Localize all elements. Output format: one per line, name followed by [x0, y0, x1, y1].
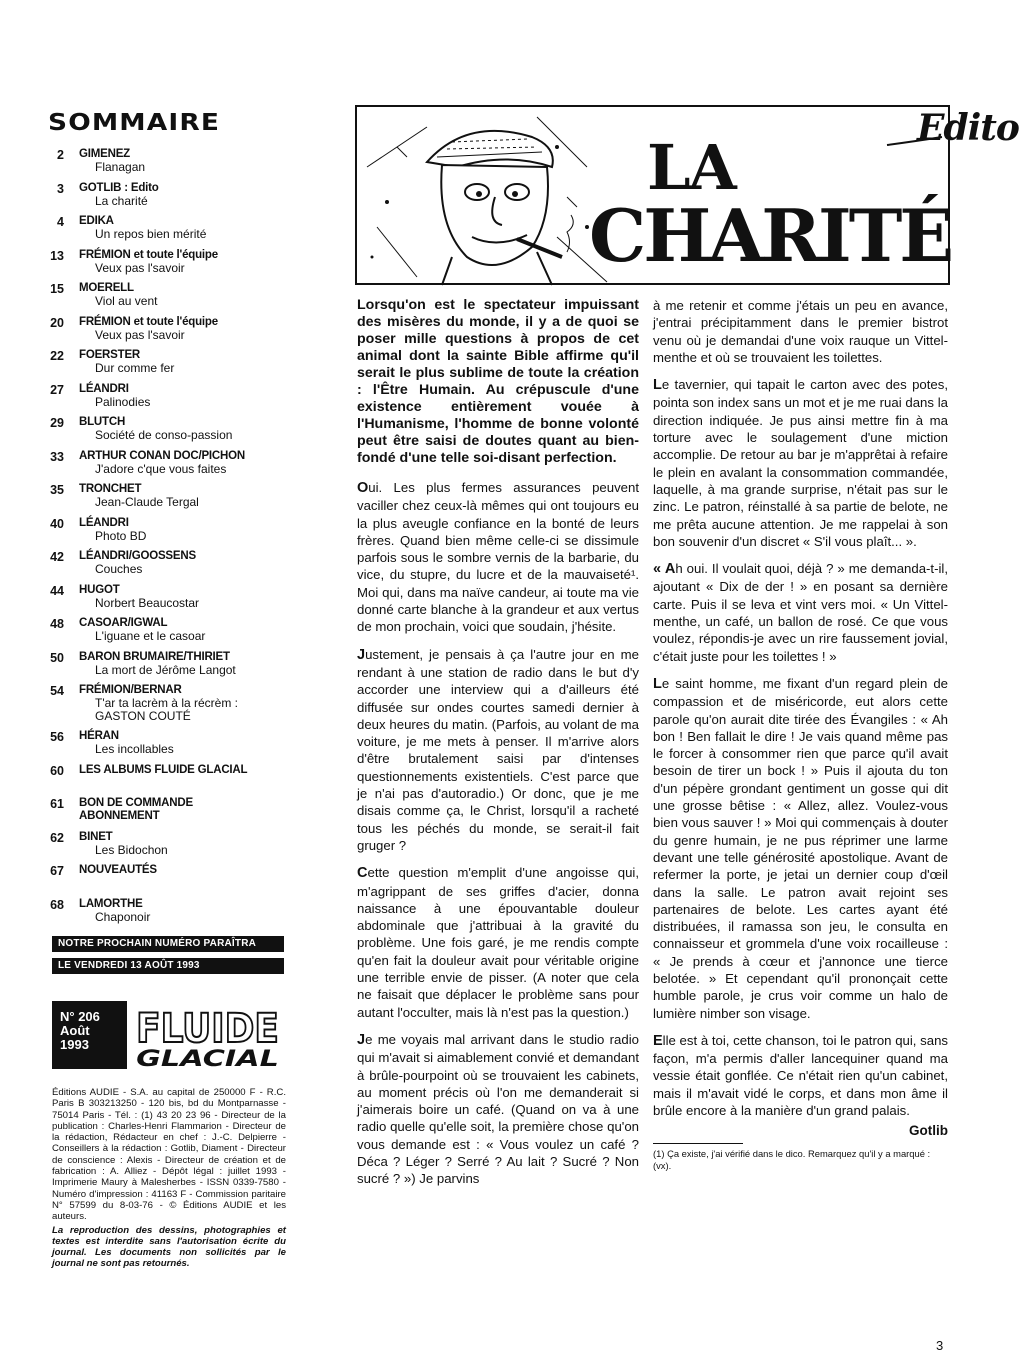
- toc-entry: [44, 383, 294, 417]
- toc-author: ARTHUR CONAN DOC/PICHON: [79, 449, 245, 462]
- toc-entry-text: [79, 684, 238, 723]
- article-paragraph: [653, 1032, 948, 1119]
- column-1-paragraphs: [357, 479, 639, 1188]
- toc-author: LÉANDRI/GOOSSENS: [79, 550, 196, 562]
- toc-author: GIMENEZ: [79, 148, 130, 160]
- article-paragraph: [357, 646, 639, 855]
- toc-entry-text: [79, 651, 236, 677]
- author-signature: Gotlib: [909, 1123, 948, 1139]
- paragraph-initial: L: [653, 675, 662, 692]
- toc-page-number: 54: [50, 684, 64, 698]
- toc-title: Chaponoir: [95, 909, 151, 924]
- toc-author: EDIKA: [79, 215, 114, 227]
- toc-page-number: 20: [50, 315, 64, 330]
- toc-page-number: 4: [57, 215, 64, 229]
- paragraph-initial: E: [653, 1032, 663, 1049]
- footnote-divider: [653, 1143, 743, 1144]
- toc-entry-text: [79, 416, 232, 442]
- toc-author: MOERELL: [79, 282, 134, 294]
- toc-entry: [44, 215, 294, 249]
- toc-page-number: 62: [50, 830, 64, 845]
- toc-entry-text: [79, 450, 245, 476]
- edito-title-line1: LA: [647, 131, 735, 204]
- toc-entry-text: [79, 864, 157, 877]
- toc-entry-text: [79, 282, 158, 308]
- paragraph-initial: L: [653, 377, 662, 394]
- toc-author: FRÉMION et toute l'équipe: [79, 248, 218, 261]
- paragraph-text: ustement, je pensais à ça l'autre jour en me rendant à une station de radio dans le but d'y accorder une interview qui a d'ailleurs été diffusée sur ondes courtes samedi dernier à deux heures du matin. (Parfois, au volant de ma voiture, je me mets à penser. Il m'arrive alors d'être brutalement saisi par d'intenses questionnements existentiels. C'est parce que je n'ai pas d'autoradio.) Or donc, que je me disais comme ça, le Christ, lorsqu'il a racheté tous les péchés du monde, se serait-il fait gruger ?: [357, 646, 639, 853]
- toc-entry: [44, 864, 294, 898]
- toc-title: T'ar ta lacrèm à la récrèm :: [95, 696, 238, 710]
- toc-title: Les incollables: [95, 742, 174, 756]
- toc-entry: [44, 898, 294, 932]
- toc-entry-text: [79, 483, 199, 509]
- toc-entry-text: [79, 517, 146, 543]
- toc-entry-text: [79, 383, 150, 409]
- toc-title: Viol au vent: [95, 294, 158, 308]
- toc-title: J'adore c'que vous faites: [95, 461, 227, 476]
- toc-page-number: 67: [50, 864, 64, 878]
- toc-entry: [44, 416, 294, 450]
- toc-page-number: 3: [57, 181, 64, 196]
- toc-author: FOERSTER: [79, 349, 141, 361]
- toc-author: GOTLIB : Edito: [79, 181, 159, 194]
- article-paragraph: [357, 1031, 639, 1188]
- footnote: (1) Ça existe, j'ai vérifié dans le dico. Remarquez qu'il y a marqué : (vx).: [653, 1148, 931, 1172]
- paragraph-initial: O: [357, 480, 369, 496]
- toc-entry: [44, 316, 294, 350]
- toc-entry: [44, 282, 294, 316]
- logo-top-text: FLUIDE: [136, 1004, 279, 1052]
- toc-entry: [44, 764, 294, 798]
- next-issue-date-banner: LE VENDREDI 13 AOÛT 1993: [52, 958, 284, 974]
- toc-title: Un repos bien mérité: [95, 227, 207, 241]
- toc-author: HUGOT: [79, 583, 120, 596]
- toc-title: L'iguane et le casoar: [95, 629, 206, 643]
- toc-entry: [44, 730, 294, 764]
- paragraph-text: e me voyais mal arrivant dans le studio radio qui m'avait si aimablement convié et demandant à brûle-pourpoint où se trouvaient les cabinets, au moment précis où l'on me demanderait si j'aimerais boire un café. (Quand on va à une radio quelle qu'elle soit, la première chose qu'on vous demande est : « Vous voulez un café ? Déca ? Léger ? Serré ? Au lait ? Sucré ? Non sucré ? ») Je parvins: [357, 1031, 639, 1187]
- toc-author: NOUVEAUTÉS: [79, 864, 157, 876]
- toc-title: Photo BD: [95, 528, 147, 543]
- toc-entry-text: [79, 316, 218, 342]
- toc-author: BARON BRUMAIRE/THIRIET: [79, 650, 230, 663]
- next-issue-banner: NOTRE PROCHAIN NUMÉRO PARAÎTRA: [52, 936, 284, 952]
- paragraph-text: e saint homme, me fixant d'un regard plein de compassion et de miséricorde, eut alors cette parole qu'on aurait dite tirée des Évangiles : « Ah bon ! Ben fallait le dire ! Je vais quand même pas le forcer à consommer rien que parce qu'il avait besoin de tirer un bock ! » Puis il ajouta du ton d'un pépère grondant gentiment un gosse qui dit une grosse bêtise : « Allez, allez. Voulez-vous bien vous sauver ! » Moi qui commençais à douter du genre humain, je ne pus réprimer une larme devant une telle générosité apostolique. Avant de refermer la porte, je jetai un dernier coup d'œil dans la salle. Le patron avait rejoint ses partenaires de belote. Les cartes ayant été distribuées, il ramassa son jeu, le consulta en connaisseur et grommela d'une voix rocailleuse : « Je prends à cœur et j'annonce une tierce belotée. » Et cependant qu'il prononçait cette humble parole, je crus voir comme un halo de lumière nimber son visage.: [653, 675, 948, 1021]
- issue-box: [52, 1000, 284, 1070]
- toc-entry: [44, 148, 294, 182]
- toc-page-number: 33: [50, 449, 64, 464]
- toc-author: TRONCHET: [79, 483, 142, 495]
- toc-author: LÉANDRI: [79, 516, 129, 529]
- toc-entry-text: [79, 550, 196, 576]
- article-paragraph: [357, 479, 639, 636]
- toc-entry-text: [79, 831, 168, 857]
- paragraph-text: à me retenir et comme j'étais un peu en avance, j'entrai précipitamment dans le premier bistrot venu où je demandai d'une voix rauque un Vittel-menthe et où se trouvaient les toilettes.: [653, 298, 948, 365]
- toc-entry: [44, 831, 294, 865]
- issue-year: 1993: [60, 1037, 89, 1052]
- toc-page-number: 40: [50, 516, 64, 531]
- toc-entry: [44, 249, 294, 283]
- article-paragraph: [653, 560, 948, 665]
- paragraph-initial: J: [357, 1031, 366, 1048]
- toc-title: Dur comme fer: [95, 361, 175, 375]
- toc-title: Jean-Claude Tergal: [95, 495, 199, 509]
- toc-page-number: 50: [50, 650, 64, 665]
- article-paragraph: [653, 297, 948, 366]
- toc-entry: [44, 584, 294, 618]
- toc-heading: SOMMAIRE: [48, 110, 221, 136]
- fluide-glacial-logo: [131, 1000, 284, 1070]
- toc-author: HÉRAN: [79, 730, 119, 742]
- toc-page-number: 29: [50, 416, 64, 430]
- toc-author: LAMORTHE: [79, 897, 143, 910]
- toc-entry-text: [79, 730, 174, 756]
- toc-title: La charité: [95, 193, 148, 208]
- paragraph-initial: J: [357, 646, 366, 663]
- toc-entry: [44, 182, 294, 216]
- issue-number: N° 206: [60, 1009, 100, 1024]
- page-number: 3: [936, 1338, 944, 1353]
- toc-page-number: 44: [50, 583, 64, 598]
- toc-entry-text: [79, 182, 159, 208]
- toc-entry: [44, 797, 294, 831]
- toc-page-number: 15: [50, 282, 64, 296]
- toc-page-number: 61: [50, 797, 64, 811]
- paragraph-initial: « A: [653, 561, 676, 578]
- toc-author: FRÉMION et toute l'équipe: [79, 315, 218, 328]
- toc-entry-text: [79, 797, 193, 823]
- toc-author: CASOAR/IGWAL: [79, 617, 168, 629]
- article-paragraph: [357, 864, 639, 1021]
- toc-entry-text: [79, 215, 206, 241]
- edito-column-1: [357, 297, 639, 1198]
- unsolicited-notice: Les documents non sollicités par le journal ne sont pas retournés.: [52, 1247, 286, 1270]
- article-paragraph: [653, 376, 948, 550]
- paragraph-text: ette question m'emplit d'une angoisse qui, m'agrippant de ses griffes d'acier, donna naissance à une épouvantable douleur abdominale que j'attribuai à la gravité du problème. Une fois garé, je me rendis compte qu'en fait la douleur avait pour véritable origine une terrible envie de pisser. (A noter que cela ne faisait que déplacer le problème sans pour autant l'occulter, mais là n'est pas la question.): [357, 865, 639, 1020]
- edito-column-2: [653, 297, 948, 1172]
- toc-entry: [44, 684, 294, 730]
- toc-subtitle: GASTON COUTÉ: [95, 709, 191, 723]
- toc-page-number: 56: [50, 730, 64, 744]
- toc-author: LÉANDRI: [79, 382, 129, 395]
- toc-author-line2: ABONNEMENT: [79, 810, 160, 822]
- paragraph-text: ui. Les plus fermes assurances peuvent vaciller chez ceux-là mêmes qui ont toujours eu la plus aveugle confiance en la bonté de leurs frères. Quand bien même celle-ci se dissimule parfois sous le sombre vernis de la barbarie, du vice, du stupre, du lucre et de la mauvaiseté¹. Moi qui, dans ma naïve candeur, ai toute ma vie donné carte blanche à la grandeur et aux vertus de mon prochain, voici que soudain, j'hésite.: [357, 480, 639, 635]
- paragraph-initial: C: [357, 865, 368, 882]
- toc-title: Couches: [95, 562, 143, 576]
- publication-credits: [52, 1087, 286, 1270]
- toc-page-number: 60: [50, 763, 64, 778]
- edito-intro: Lorsqu'on est le spectateur impuissant des misères du monde, il y a de quoi se poser mille questions à propos de cet animal dont la sainte Bible affirme qu'il serait le plus sublime de toute la création : l'Être Humain. Au crépuscule d'une existence entièrement vouée à l'Humanisme, l'homme de bonne volonté peut être saisi de doutes quant au bien-fondé d'une telle soi-disant perfection.: [357, 297, 639, 466]
- toc-author: BLUTCH: [79, 416, 126, 428]
- toc-entry-text: [79, 898, 150, 924]
- legal-notice: [52, 1225, 286, 1270]
- toc-entry: [44, 349, 294, 383]
- toc-title: Veux pas l'savoir: [95, 327, 185, 342]
- toc-author: BON DE COMMANDE: [79, 797, 193, 809]
- toc-page-number: 68: [50, 897, 64, 912]
- toc-title: Norbert Beaucostar: [95, 595, 200, 610]
- edito-title-line2: CHARITÉ: [589, 193, 952, 278]
- paragraph-text: h oui. Il voulait quoi, déjà ? » me demanda-t-il, ajoutant « Dix de der ! » en posant sa dernière carte. Puis il se leva et vint vers moi. « Un Vittel-menthe, un café, un ballon de rosé. Ce que vous voulez, répondis-je avec un rire faussement jovial, c'était juste pour les toilettes ! »: [653, 561, 949, 664]
- toc-entry-text: [79, 764, 247, 777]
- toc-page-number: 13: [50, 248, 64, 263]
- toc-title: Les Bidochon: [95, 842, 168, 857]
- logo-bottom-text: GLACIAL: [136, 1046, 279, 1072]
- toc-entry-text: [79, 584, 199, 610]
- toc-entry-text: [79, 349, 174, 375]
- paragraph-text: lle est à toi, cette chanson, toi le patron qui, sans façon, m'a permis d'aller lancequiner quand ma vessie était gonflée. Ce n'était rien qu'un cabinet, mais il m'avait vidé le corps, et dans mon âme il brûle encore à la manière d'un grand palais.: [653, 1032, 948, 1119]
- toc-entry: [44, 450, 294, 484]
- toc-author: FRÉMION/BERNAR: [79, 684, 182, 696]
- toc-title: La mort de Jérôme Langot: [95, 662, 236, 677]
- issue-info: [52, 1001, 127, 1069]
- toc-title: Veux pas l'savoir: [95, 260, 185, 275]
- toc-page-number: 2: [57, 148, 64, 162]
- toc-entry-text: [79, 249, 218, 275]
- edito-label: Edito: [917, 107, 1019, 149]
- toc-page-number: 22: [50, 349, 64, 363]
- toc-page-number: 48: [50, 617, 64, 631]
- issue-month: Août: [60, 1023, 90, 1038]
- toc-entry: [44, 550, 294, 584]
- toc-entry-text: [79, 617, 205, 643]
- toc-author: LES ALBUMS FLUIDE GLACIAL: [79, 763, 248, 776]
- toc-entry: [44, 517, 294, 551]
- reproduction-notice: La reproduction des dessins, photographies et textes est interdite sans l'autorisation écrite du journal.: [52, 1224, 286, 1259]
- toc-page-number: 27: [50, 382, 64, 397]
- table-of-contents: [44, 110, 294, 931]
- toc-page-number: 35: [50, 483, 64, 497]
- toc-title: Palinodies: [95, 394, 151, 409]
- article-paragraph: [653, 675, 948, 1022]
- toc-entry-text: [79, 148, 145, 174]
- toc-title: Société de conso-passion: [95, 428, 233, 442]
- toc-entry: [44, 483, 294, 517]
- toc-author: BINET: [79, 830, 113, 843]
- toc-page-number: 42: [50, 550, 64, 564]
- paragraph-text: e tavernier, qui tapait le carton avec des potes, pointa son index sans un mot et je me ruai dans la direction indiquée. Je pus ainsi mettre fin à ma torture avec le soulagement d'une miction accomplie. De retour au bar je m'apprêtai à refaire le plein en avalant la consommation commandée, laquelle, à ma grande surprise, n'était pas sur le zinc. Le patron, réinstallé à sa partie de belote, ne me prêta aucune attention. Je me rappelai à son bon souvenir d'un discret « S'il vous plaît... ».: [653, 377, 948, 549]
- toc-title: Flanagan: [95, 160, 146, 174]
- publisher-info: Éditions AUDIE - S.A. au capital de 250000 F - R.C. Paris B 303213250 - 120 bis, bd du Montparnasse - 75014 Paris - Tél. : (1) 43 20 23 96 - Directeur de la publication : Charles-Henri Flammarion - Directeur de la rédaction, Rédacteur en chef : J.-C. Delpierre - Conseillers à la rédaction : Gotlib, Diament - Directeur de conscience : Alexis - Directeur de création et de fabrication : A. Alliez - Dépôt légal : juillet 1993 - Imprimerie Maury à Malesherbes - ISSN 0339-7580 - Numéro d'impression : 41163 F - Commission paritaire N° 57599 du 8-03-76 - © Éditions AUDIE et les auteurs.: [52, 1087, 286, 1223]
- toc-entry: [44, 617, 294, 651]
- toc-list: [44, 148, 294, 931]
- edito-header-illustration: [355, 105, 1019, 285]
- column-2-paragraphs: [653, 297, 948, 1119]
- toc-entry: [44, 651, 294, 685]
